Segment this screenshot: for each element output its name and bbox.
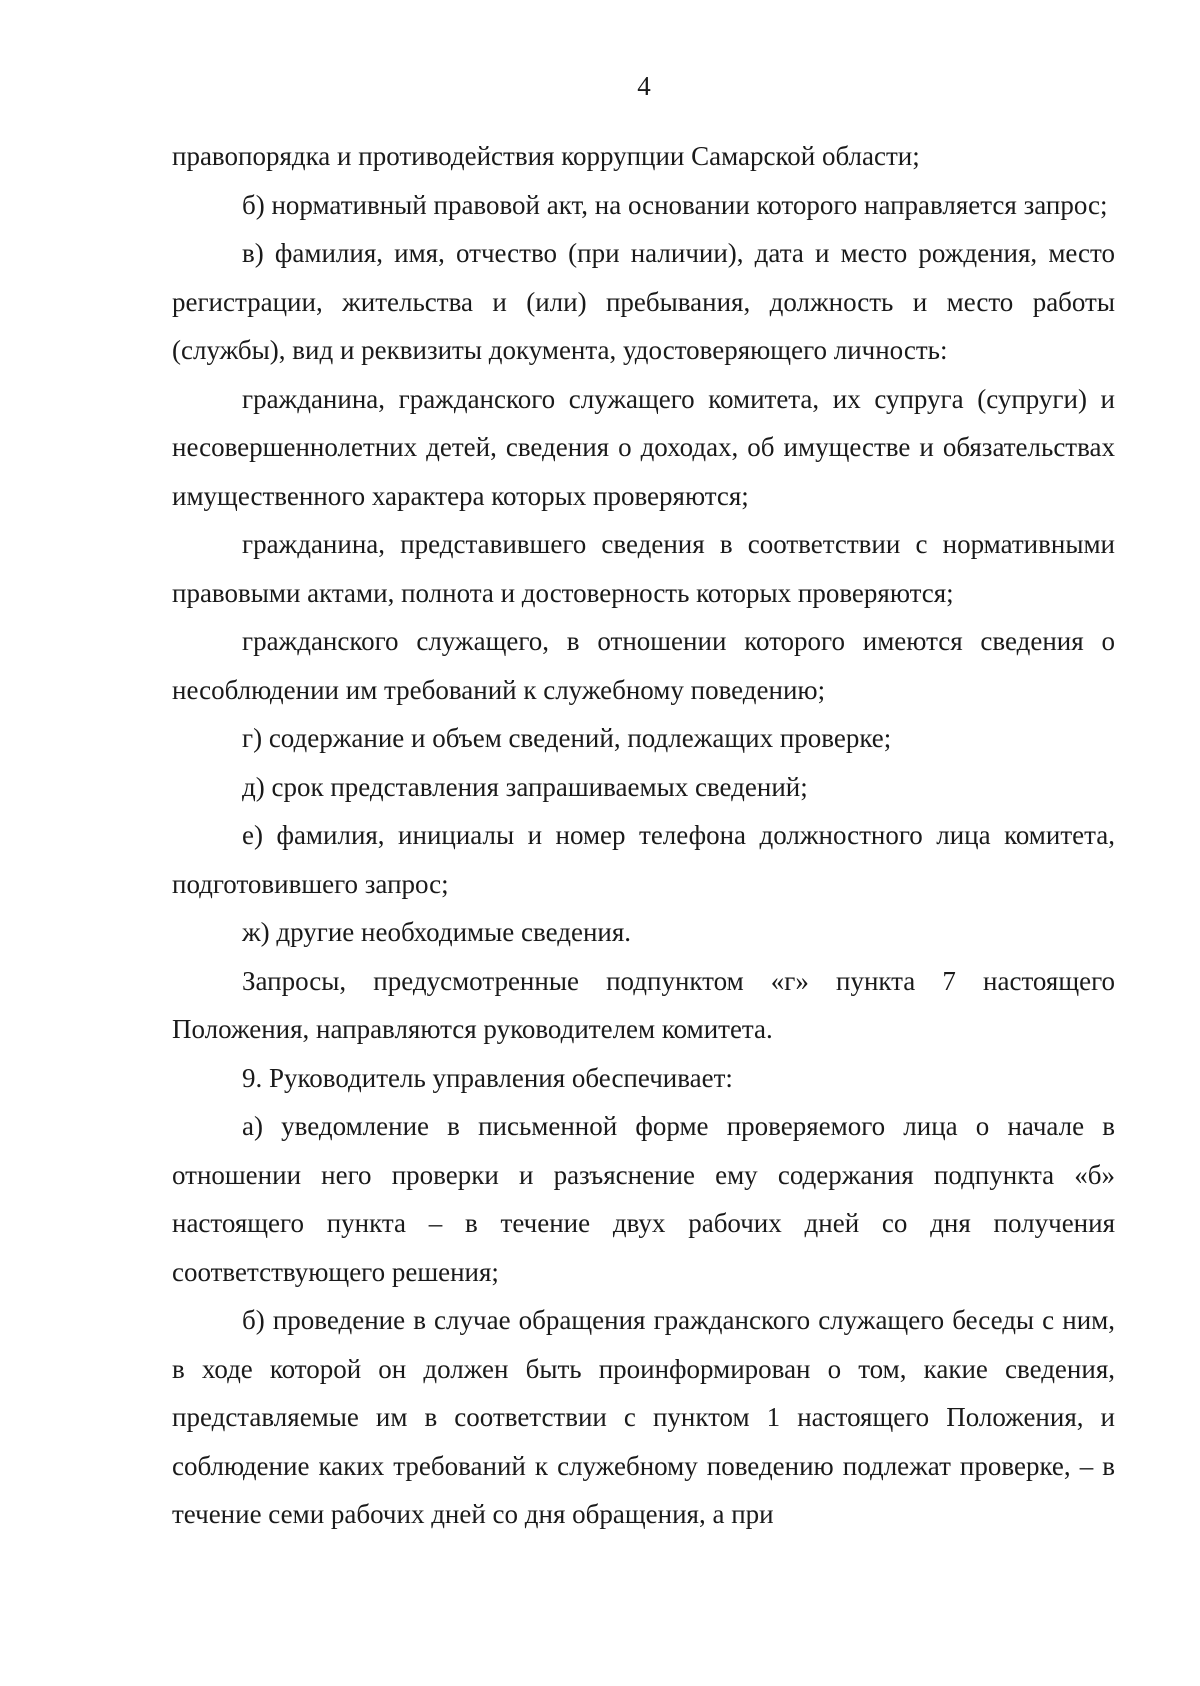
page-number: 4 [637, 71, 651, 101]
paragraph-subitem-citizen-employee: гражданина, гражданского служащего комитета, их супруга (супруги) и несовершеннолетних детей, сведения о доходах, об имуществе и обязательствах имущественного характера которых проверяются; [172, 383, 1115, 511]
paragraph-requests: Запросы, предусмотренные подпунктом «г» пункта 7 настоящего Положения, направляются руководителем комитета. [172, 965, 1115, 1044]
paragraph-item-d: д) срок представления запрашиваемых сведений; [242, 771, 808, 802]
paragraph-item-b: б) нормативный правовой акт, на основании которого направляется запрос; [242, 189, 1108, 220]
paragraph-item-e: е) фамилия, инициалы и номер телефона должностного лица комитета, подготовившего запрос; [172, 820, 1115, 899]
document-body [172, 132, 1115, 1539]
paragraph-item-zh: ж) другие необходимые сведения. [242, 917, 632, 947]
paragraph-section-9: 9. Руководитель управления обеспечивает: [242, 1062, 733, 1093]
paragraph-item-v: в) фамилия, имя, отчество (при наличии), дата и место рождения, место регистрации, жительства и (или) пребывания, должность и место работы (службы), вид и реквизиты документа, удостоверяющего личность: [172, 238, 1115, 365]
paragraph-section-9-item-a: а) уведомление в письменной форме проверяемого лица о начале в отношении него проверки и разъяснение ему содержания подпункта «б» настоящего пункта – в течение двух рабочих дней со дня получения соответствующего решения; [172, 1111, 1115, 1287]
paragraph-subitem-citizen-info: гражданина, представившего сведения в соответствии с нормативными правовыми актами, полнота и достоверность которых проверяются; [172, 529, 1115, 608]
paragraph-section-9-item-b: б) проведение в случае обращения гражданского служащего беседы с ним, в ходе которой он должен быть проинформирован о том, какие сведения, представляемые им в соответствии с пунктом 1 настоящего Положения, и соблюдение каких требований к служебному поведению подлежат проверке, – в течение семи рабочих дней со дня обращения, а при [172, 1305, 1115, 1529]
paragraph-item-g: г) содержание и объем сведений, подлежащих проверке; [242, 723, 892, 753]
paragraph-continuation: правопорядка и противодействия коррупции Самарской области; [172, 141, 920, 171]
paragraph-subitem-civil-servant: гражданского служащего, в отношении которого имеются сведения о несоблюдении им требований к служебному поведению; [172, 626, 1115, 705]
